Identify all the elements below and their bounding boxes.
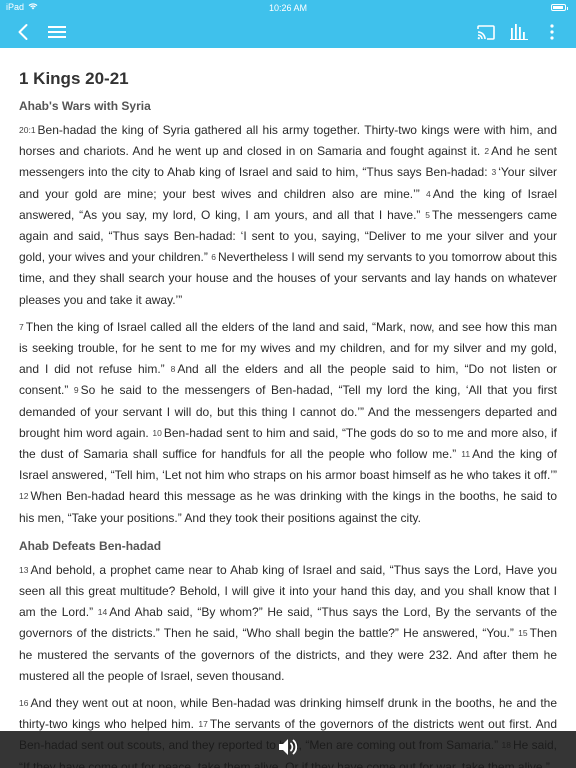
status-time: 10:26 AM bbox=[268, 3, 308, 13]
more-vertical-icon[interactable] bbox=[540, 20, 564, 44]
verse-number[interactable]: 13 bbox=[19, 564, 29, 575]
verse-number[interactable]: 17 bbox=[198, 719, 208, 730]
verse-number[interactable]: 7 bbox=[19, 321, 24, 332]
verse-number[interactable]: 3 bbox=[491, 167, 497, 178]
verse-text[interactable]: And he sent messengers into the city to Ahab king of Israel and said to him, “Thus says Ben-hadad: bbox=[19, 144, 557, 180]
section-heading: Ahab's Wars with Syria bbox=[19, 99, 151, 113]
nav-bar bbox=[0, 16, 576, 48]
audio-player-bar[interactable] bbox=[0, 731, 576, 768]
verse-text[interactable]: The servants of the governors of the districts went out first. And bbox=[209, 717, 557, 732]
verse-text[interactable]: And all the elders and all the people said to him, “Do not listen or consent.” bbox=[19, 362, 557, 398]
verse-text[interactable]: When Ben-hadad heard this message as he was drinking with the kings in the booths, he said to his men, “Take your positions.” And they took their positions against the city. bbox=[19, 489, 557, 525]
verse-number[interactable]: 11 bbox=[461, 449, 471, 460]
verse-number[interactable]: 2 bbox=[484, 146, 490, 157]
verse-number[interactable]: 4 bbox=[426, 188, 431, 199]
verse-text[interactable]: Then the king of Israel called all the elders of the land and said, “Mark, now, and see how this man is seeking trouble, for he sent to me for my wives and my children, and for my silver and my gold, and I did not refuse him.” bbox=[19, 319, 557, 377]
verse-number[interactable]: 9 bbox=[73, 385, 79, 396]
scripture-paragraph bbox=[19, 120, 557, 311]
verse-text[interactable]: And Ahab said, “By whom?” He said, “Thus says the Lord, By the servants of the governors of the districts.” Then he said, “Who shall begin the battle?” He answered, “You.” bbox=[19, 605, 557, 641]
back-icon[interactable] bbox=[11, 20, 35, 44]
verse-number[interactable]: 8 bbox=[170, 364, 176, 375]
chapter-sections bbox=[19, 98, 557, 768]
section-heading: Ahab Defeats Ben-hadad bbox=[19, 538, 162, 553]
verse-text[interactable]: Ben-hadad sent to him and said, “The gods do so to me and more also, if the dust of Samaria shall suffice for handfuls for all the people who follow me.” bbox=[19, 425, 557, 462]
verse-text[interactable]: And the king of Israel answered, “As you say, my lord, O king, I am yours, and all that I have.” bbox=[19, 186, 557, 222]
verse-text[interactable]: And they went out at noon, while Ben-hadad was drinking himself drunk in the booths, he and the thirty-two kings who helped him. bbox=[19, 696, 557, 732]
verse-number[interactable]: 6 bbox=[211, 252, 216, 263]
battery-icon bbox=[551, 3, 568, 13]
verse-number[interactable]: 12 bbox=[19, 491, 29, 502]
verse-number[interactable]: 16 bbox=[19, 698, 29, 709]
cast-icon[interactable] bbox=[474, 20, 498, 44]
scripture-paragraph bbox=[19, 317, 557, 529]
verse-number[interactable]: 14 bbox=[97, 607, 108, 618]
reading-content[interactable] bbox=[0, 48, 576, 768]
verse-text[interactable]: And the king of Israel answered, “Tell him, ‘Let not him who straps on his armor boast himself as he who takes it off.’” bbox=[19, 447, 557, 483]
verse-number[interactable]: 15 bbox=[518, 628, 528, 639]
verse-number[interactable]: 20:1 bbox=[19, 125, 36, 135]
speaker-icon[interactable] bbox=[277, 737, 299, 762]
verse-text[interactable]: And behold, a prophet came near to Ahab king of Israel and said, “Thus says the Lord, Have you seen all this great multitude? Behold, I will give it into your hand this day, and you shall know that I am the Lord.” bbox=[19, 562, 557, 620]
status-bar bbox=[0, 0, 576, 16]
chapter-title: 1 Kings 20-21 bbox=[19, 69, 129, 88]
verse-text[interactable]: ‘Your silver and your gold are mine; your best wives and children also are mine.’” bbox=[19, 165, 557, 201]
equalizer-icon[interactable] bbox=[507, 20, 531, 44]
verse-text[interactable]: Nevertheless I will send my servants to you tomorrow about this time, and they shall search your house and the houses of your servants and lay hands on whatever pleases you and take it away.’” bbox=[19, 250, 557, 307]
verse-text[interactable]: Ben-hadad the king of Syria gathered all his army together. Thirty-two kings were with him, and horses and chariots. And he went up and closed in on Samaria and fought against it. bbox=[19, 123, 557, 159]
verse-text[interactable]: The messengers came again and said, “Thus says Ben-hadad: ‘I sent to you, saying, “Deliver to me your silver and your gold, your wives and your children.” bbox=[19, 207, 557, 265]
menu-icon[interactable] bbox=[45, 20, 69, 44]
verse-number[interactable]: 10 bbox=[152, 427, 162, 438]
verse-number[interactable]: 5 bbox=[425, 209, 430, 220]
verse-text[interactable]: So he said to the messengers of Ben-hadad, “Tell my lord the king, ‘All that you first demanded of your servant I will do, but this thing I cannot do.’” And the messengers departed and brought him word again. bbox=[19, 383, 557, 440]
scripture-paragraph bbox=[19, 560, 557, 687]
verse-text[interactable]: Then he mustered the servants of the governors of the districts, and they were 232. And after them he mustered all the people of Israel, seven thousand. bbox=[19, 626, 557, 683]
device-name: iPad bbox=[6, 2, 25, 12]
